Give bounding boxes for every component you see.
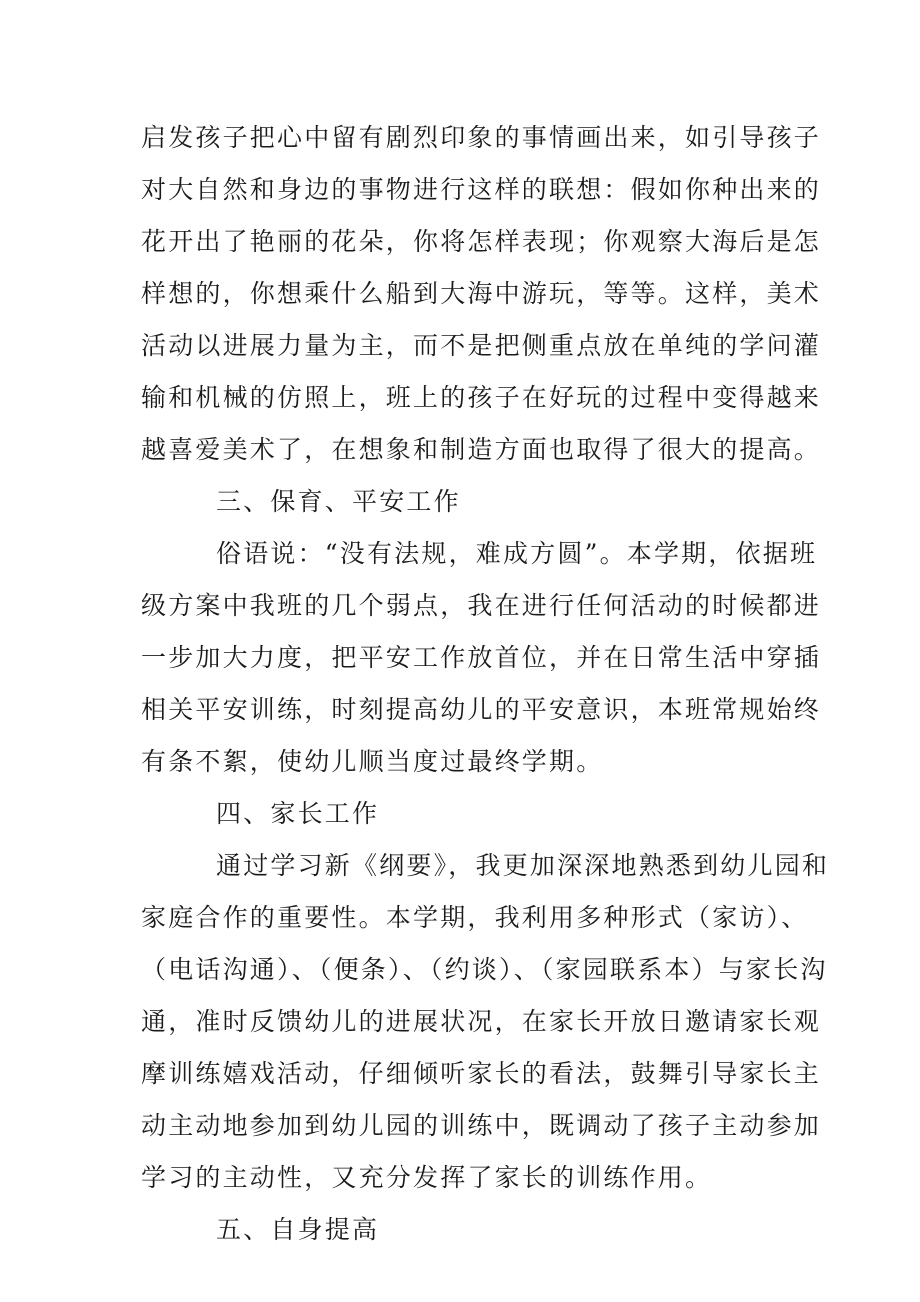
section-heading-parent-work: 四、家长工作 (216, 799, 380, 828)
paragraph-line: 级方案中我班的几个弱点，我在进行任何活动的时候都进 (141, 591, 822, 620)
paragraph-first-line: 通过学习新《纲要》，我更加深深地熟悉到幼儿园和 (216, 851, 830, 880)
paragraph-line: 花开出了艳丽的花朵，你将怎样表现；你观察大海后是怎 (141, 227, 822, 256)
section-heading-self-improvement: 五、自身提高 (216, 1215, 380, 1244)
paragraph-line: 学习的主动性，又充分发挥了家长的训练作用。 (141, 1163, 713, 1192)
section-heading-care-safety: 三、保育、平安工作 (216, 487, 461, 516)
paragraph-first-line: 俗语说：“没有法规，难成方圆”。本学期，依据班 (216, 539, 818, 568)
paragraph-line: 启发孩子把心中留有剧烈印象的事情画出来，如引导孩子 (141, 123, 822, 152)
paragraph-line: 活动以进展力量为主，而不是把侧重点放在单纯的学问灌 (141, 331, 822, 360)
paragraph-line: 通，准时反馈幼儿的进展状况，在家长开放日邀请家长观 (141, 1007, 822, 1036)
paragraph-line: 家庭合作的重要性。本学期，我利用多种形式（家访）、 (141, 903, 809, 932)
paragraph-line: 动主动地参加到幼儿园的训练中，既调动了孩子主动参加 (141, 1111, 822, 1140)
paragraph-line: 输和机械的仿照上，班上的孩子在好玩的过程中变得越来 (141, 383, 822, 412)
body-text (141, 112, 830, 1256)
paragraph-line: 摩训练嬉戏活动，仔细倾听家长的看法，鼓舞引导家长主 (141, 1059, 822, 1088)
paragraph-line: 有条不絮，使幼儿顺当度过最终学期。 (141, 747, 604, 776)
paragraph-line: 一步加大力度，把平安工作放首位，并在日常生活中穿插 (141, 643, 822, 672)
paragraph-line: 越喜爱美术了，在想象和制造方面也取得了很大的提高。 (141, 435, 822, 464)
paragraph-line: 样想的，你想乘什么船到大海中游玩，等等。这样，美术 (141, 279, 822, 308)
paragraph-line: （电话沟通）、（便条）、（约谈）、（家园联系本）与家长沟 (141, 955, 828, 984)
paragraph-line: 对大自然和身边的事物进行这样的联想：假如你种出来的 (141, 175, 822, 204)
paragraph-line: 相关平安训练，时刻提高幼儿的平安意识，本班常规始终 (141, 695, 822, 724)
